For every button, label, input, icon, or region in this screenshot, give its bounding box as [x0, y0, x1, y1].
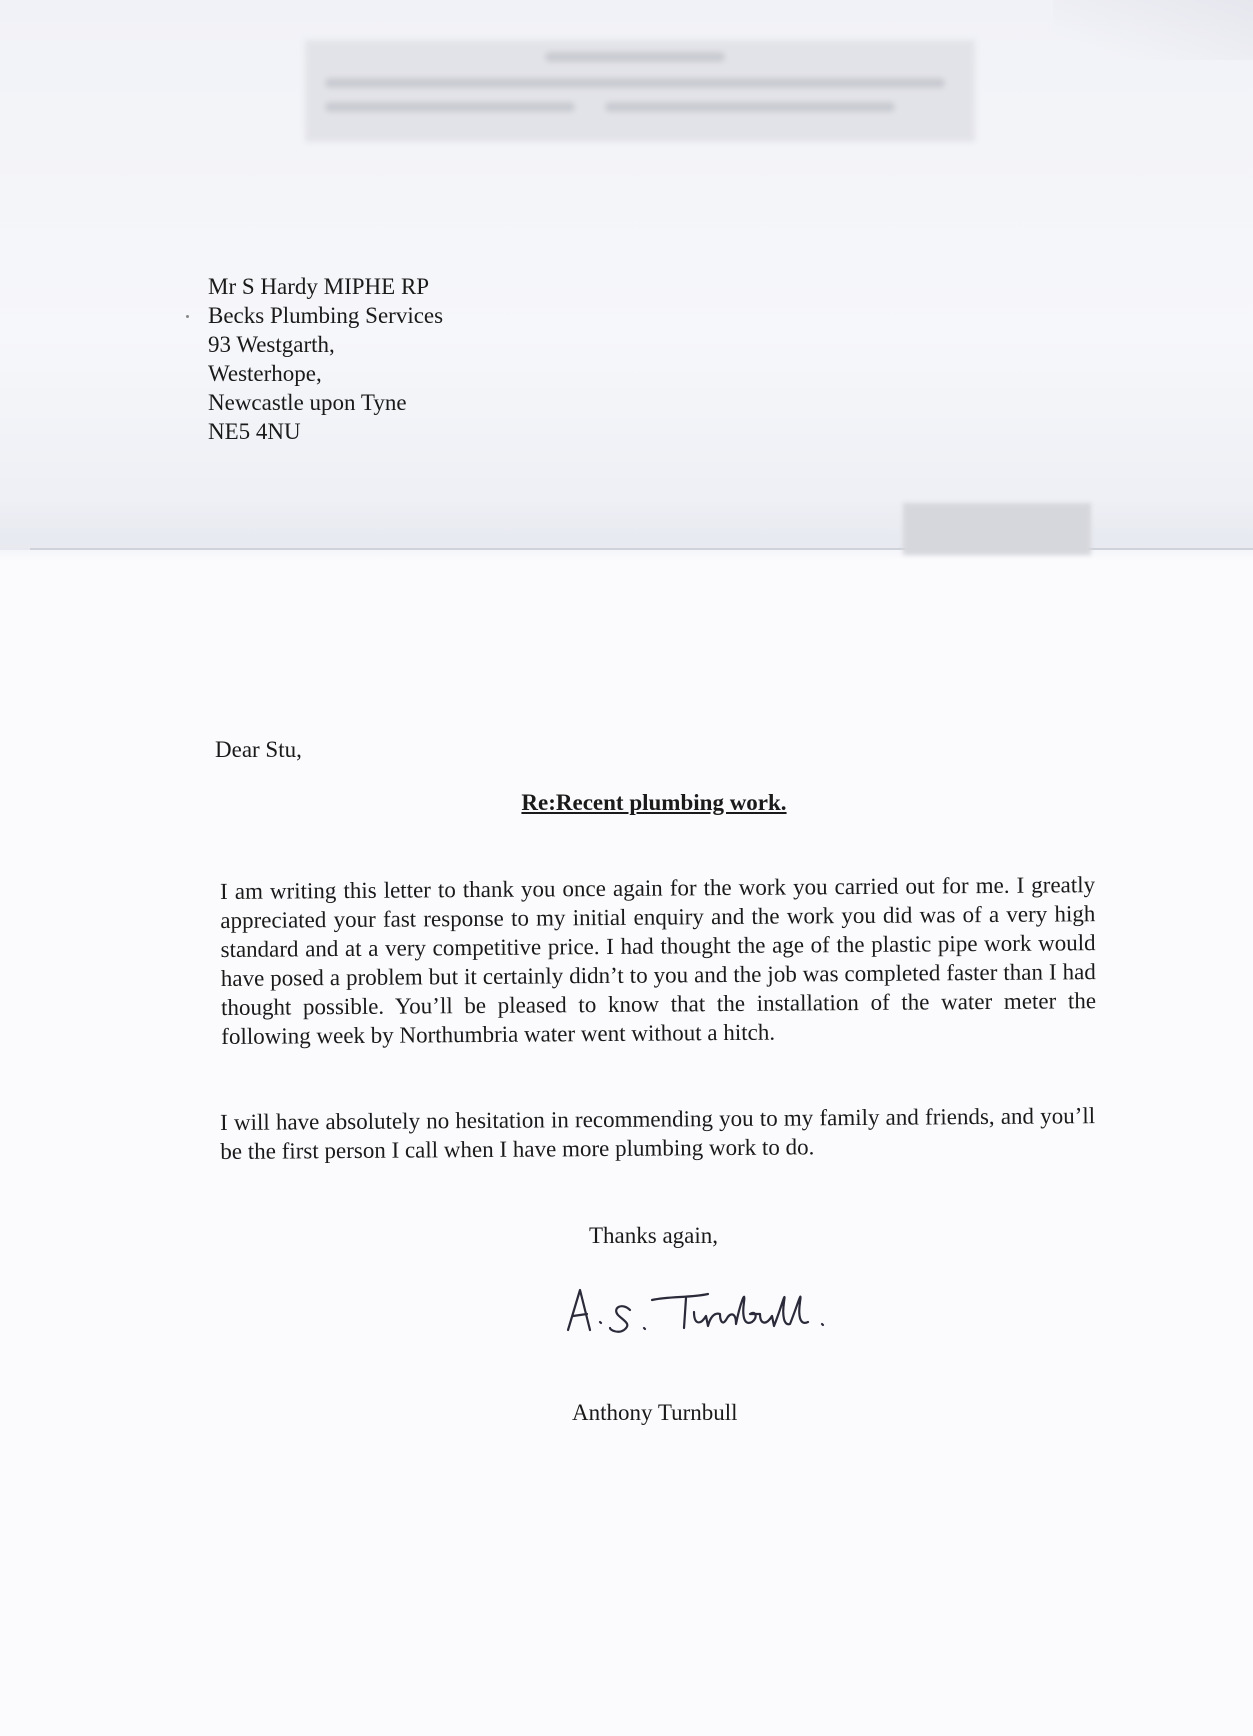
scan-speck	[186, 315, 189, 318]
redacted-date	[903, 503, 1091, 555]
body-paragraph: I am writing this letter to thank you once again for the work you carried out for me. I greatly appreciated your fast response to my initial enquiry and the work you did was of a very high standard and at a very competitive price. I had thought the age of the plastic pipe work would have posed a problem but it certainly didn’t to you and the job was completed faster than I had thought possible. You’ll be pleased to know that the installation of the water meter the following week by Northumbria water went without a hitch.	[220, 872, 1097, 1049]
address-line: NE5 4NU	[208, 419, 301, 444]
body-paragraph: I will have absolutely no hesitation in recommending you to my family and friends, and you’ll be the first person I call when I have more plumbing work to do.	[220, 1103, 1096, 1164]
address-line: Westerhope,	[208, 361, 322, 386]
signatory-name: Anthony Turnbull	[572, 1400, 738, 1425]
subject-heading: Re:Recent plumbing work.	[521, 790, 787, 815]
redacted-sender-address	[305, 40, 975, 142]
address-line: Newcastle upon Tyne	[208, 390, 407, 415]
salutation: Dear Stu,	[215, 737, 302, 762]
address-line: Mr S Hardy MIPHE RP	[208, 274, 430, 299]
address-line: 93 Westgarth,	[208, 332, 335, 357]
recipient-address	[208, 272, 443, 446]
address-line: Becks Plumbing Services	[208, 303, 444, 328]
scan-corner-shadow	[1053, 0, 1253, 60]
closing: Thanks again,	[589, 1223, 719, 1248]
handwritten-signature	[560, 1272, 870, 1342]
